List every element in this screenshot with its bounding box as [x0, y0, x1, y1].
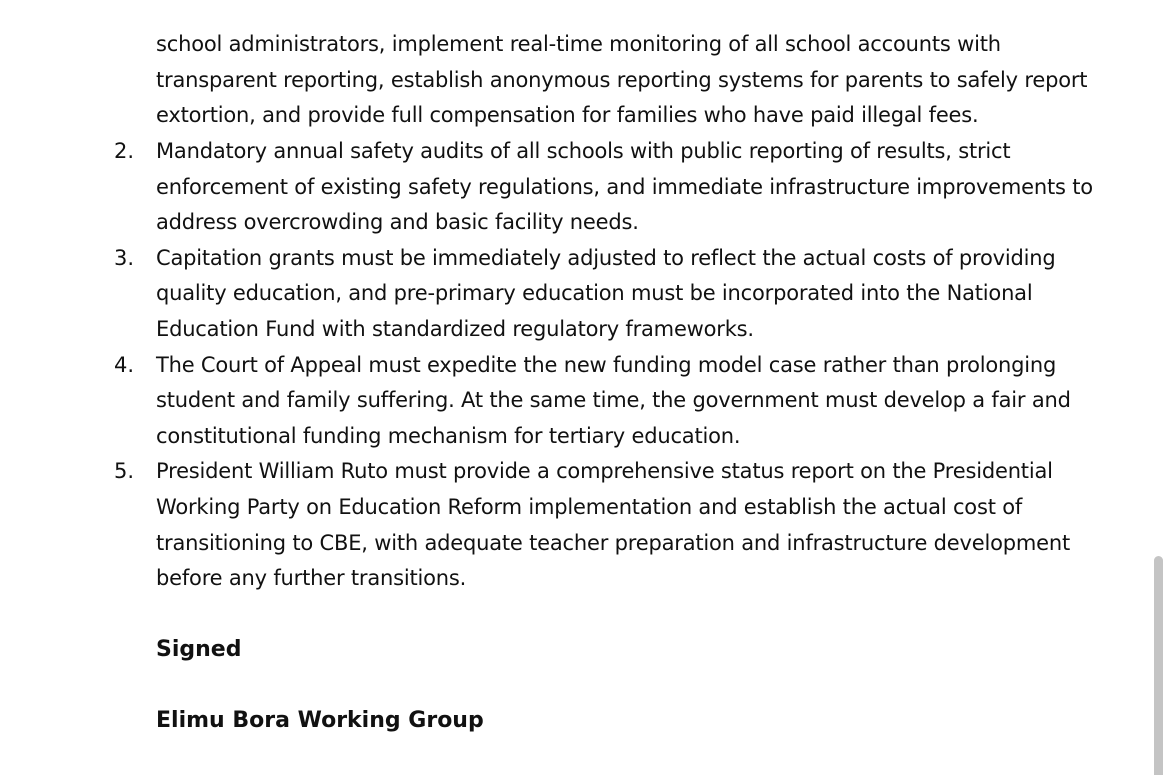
signed-label: Signed — [156, 637, 242, 662]
list-item-number: 2. — [114, 139, 135, 163]
scrollbar-thumb[interactable] — [1154, 556, 1163, 775]
list-item-text: President William Ruto must provide a comprehensive status report on the Presidential Working Party on Education Reform implementation and establish the actual cost of transitioning to CBE, with adequate teacher preparation and infrastructure development before any further transitions. — [156, 459, 1070, 591]
vertical-scrollbar[interactable] — [1150, 0, 1170, 775]
continuation-paragraph: school administrators, implement real-time monitoring of all school accounts with transparent reporting, establish anonymous reporting systems for parents to safely report extortion, and provide full compensation for families who have paid illegal fees. — [156, 32, 1088, 128]
list-item — [0, 241, 1150, 348]
list-item-text: The Court of Appeal must expedite the new funding model case rather than prolonging student and family suffering. At the same time, the government must develop a fair and constitutional funding mechanism for tertiary education. — [156, 352, 1071, 448]
list-item-number: 4. — [114, 352, 135, 377]
list-item-number: 3. — [114, 245, 135, 270]
list-item-text: Capitation grants must be immediately adjusted to reflect the actual costs of providing quality education, and pre-primary education must be incorporated into the National Education Fund with standardized regulatory frameworks. — [156, 245, 1056, 341]
demands-list — [0, 134, 1150, 597]
list-item — [0, 134, 1150, 241]
list-item-text: Mandatory annual safety audits of all schools with public reporting of results, strict enforcement of existing safety regulations, and immediate infrastructure improvements to address overcrowding and basic facility needs. — [156, 139, 1093, 235]
signatory-name: Elimu Bora Working Group — [156, 708, 484, 733]
list-item — [0, 348, 1150, 455]
list-item-number: 5. — [114, 459, 135, 484]
list-item — [0, 454, 1150, 596]
